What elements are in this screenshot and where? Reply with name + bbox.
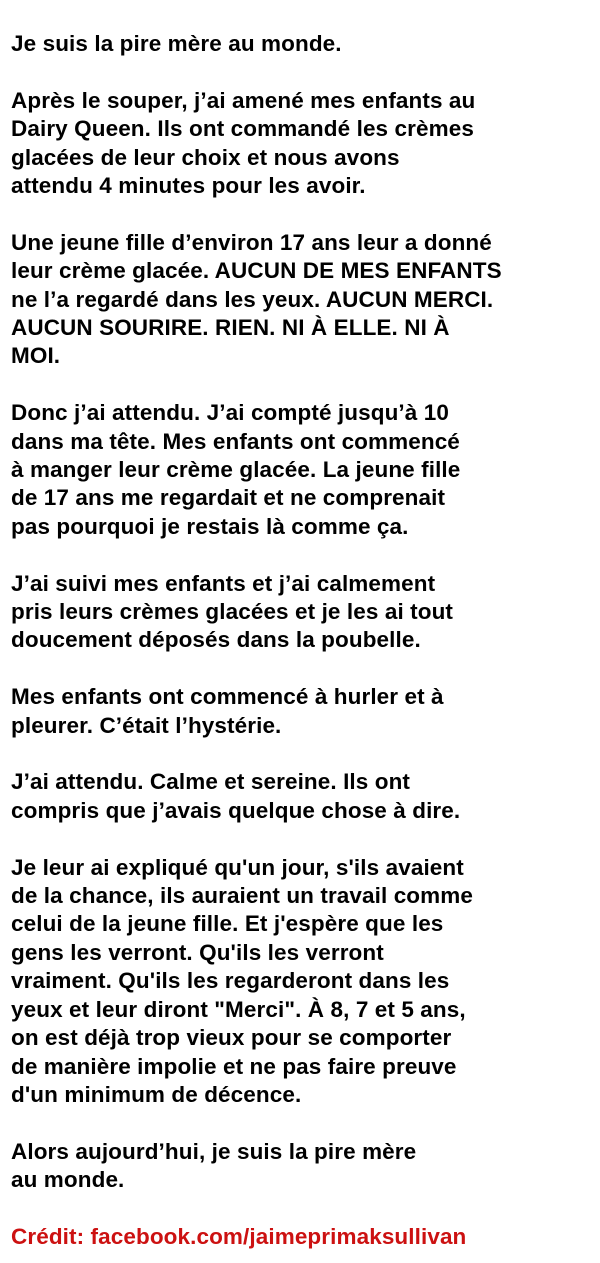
paragraph-3: Donc j’ai attendu. J’ai compté jusqu’à 10 dans ma tête. Mes enfants ont commencé à manger leur crème glacée. La jeune fille de 17 ans me regardait et ne comprenait pas pourquoi je restais là comme ça. [11, 400, 461, 539]
credit-line: Crédit: facebook.com/jaimeprimaksullivan [11, 1223, 467, 1249]
post-text-body [11, 30, 596, 1251]
paragraph-1: Après le souper, j’ai amené mes enfants au Dairy Queen. Ils ont commandé les crèmes glacées de leur choix et nous avons attendu 4 minutes pour les avoir. [11, 87, 476, 199]
paragraph-8: Alors aujourd’hui, je suis la pire mère au monde. [11, 1138, 417, 1193]
paragraph-5: Mes enfants ont commencé à hurler et à pleurer. C’était l’hystérie. [11, 684, 444, 738]
paragraph-4: J’ai suivi mes enfants et j’ai calmement pris leurs crèmes glacées et je les ai tout doucement déposés dans la poubelle. [11, 570, 454, 653]
paragraph-6: J’ai attendu. Calme et sereine. Ils ont compris que j’avais quelque chose à dire. [11, 769, 461, 823]
paragraph-2: Une jeune fille d’environ 17 ans leur a donné leur crème glacée. AUCUN DE MES ENFANTS ne l’a regardé dans les yeux. AUCUN MERCI. AUCUN SOURIRE. RIEN. NI À ELLE. NI À MOI. [11, 229, 502, 369]
paragraph-7: Je leur ai expliqué qu'un jour, s'ils avaient de la chance, ils auraient un travail comme celui de la jeune fille. Et j'espère que les gens les verront. Qu'ils les verront vraiment. Qu'ils les regarderont dans les yeux et leur diront "Merci". À 8, 7 et 5 ans, on est déjà trop vieux pour se comporter de manière impolie et ne pas faire preuve d'un minimum de décence. [11, 854, 473, 1107]
post-title: Je suis la pire mère au monde. [11, 31, 342, 56]
